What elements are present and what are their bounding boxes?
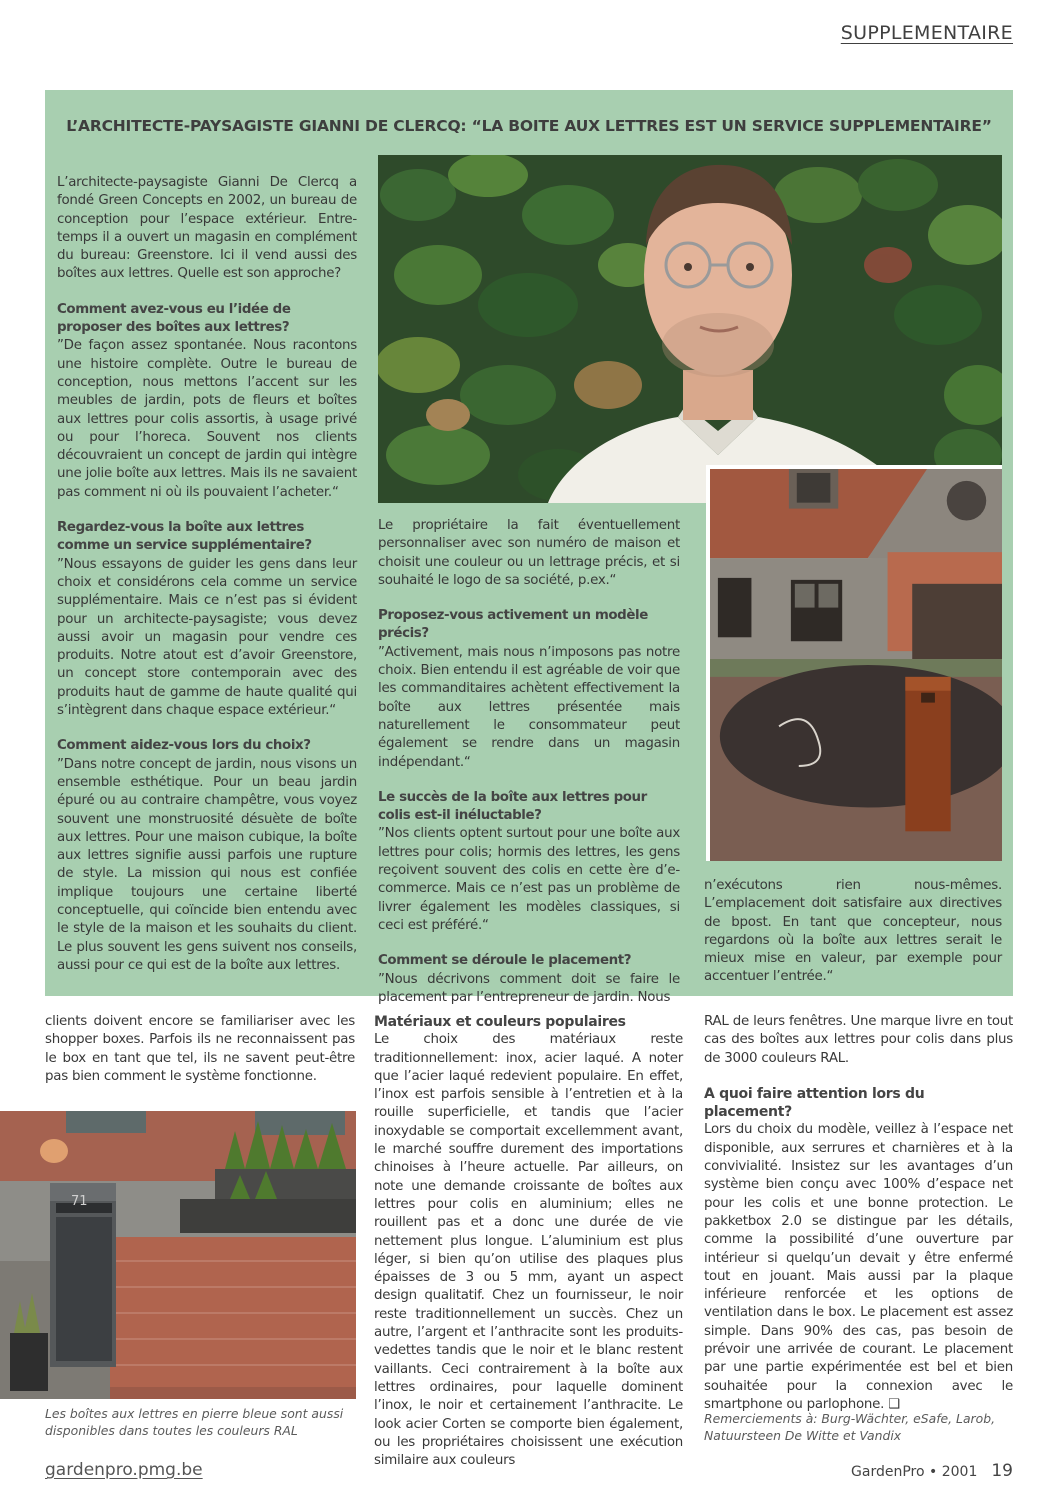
page-number: 19 [991,1461,1013,1481]
question-6: Comment se déroule le placement? [378,953,632,969]
issue-label: GardenPro • 2001 [851,1464,978,1480]
column-2 [378,517,680,1007]
question-3: Comment aidez-vous lors du choix? [57,738,311,754]
column-4 [45,1013,355,1086]
section-label: SUPPLEMENTAIRE [840,22,1013,44]
column-3 [704,877,1002,987]
paragraph: RAL de leurs fenêtres. Une marque livre en tout cas des boîtes aux lettres pour colis dans plus de 3000 couleurs RAL. [704,1014,1013,1066]
mailbox-number: 71 [71,1194,88,1209]
house-mailbox-photo [706,465,1002,861]
credits: Remerciements à: Burg-Wächter, eSafe, Larob, Natuursteen De Witte et Vandix [704,1411,996,1443]
question-1: Comment avez-vous eu l’idée de proposer des boîtes aux lettres? [57,301,291,336]
question-2: Regardez-vous la boîte aux lettres comme un service supplémentaire? [57,520,312,554]
column-1 [57,174,357,975]
stone-mailbox-photo [0,1111,356,1399]
paragraph: n’exécutons rien nous-mêmes. L’emplacement doit satisfaire aux directives de bpost. En tant que concepteur, nous regardons où la boîte aux lettres serait le mieux mise en valeur, par exemple pour accentuer l’entrée.“ [704,878,1002,985]
portrait-photo [378,155,1002,503]
subheading-materials: Matériaux et couleurs populaires [374,1014,626,1030]
answer-2: ”Nous essayons de guider les gens dans leur choix et considérons cela comme un service supplémentaire. Mais ce n’est pas si évident pour un architecte-paysagiste; vous devez aussi avoir un magasin pour vendre ces produits. Notre atout est d’avoir Greenstore, un concept store contemporain avec des produits haut de gamme de haute qualité qui s’intègrent dans chaque espace extérieur.“ [57,556,357,719]
answer-5: ”Nos clients optent surtout pour une boîte aux lettres pour colis; hormis des lettres, les gens reçoivent souvent des colis en cette ère d’e-commerce. Mais ce n’est pas un problème de livrer également les modèles classiques, si ceci est préféré.“ [378,826,680,933]
paragraph: Lors du choix du modèle, veillez à l’espace net disponible, aux serrures et charnières et à la convivialité. Insistez sur les avantages d’un système bien conçu avec 100% d’espace net pour les colis et une bonne protection. Le pakketbox 2.0 se distingue par les détails, comme la possibilité d’une ouverture par intérieur si quelqu’un devait y être enfermé tout en jouant. Mais aussi par la plaque inférieure renforcée et les options de ventilation dans le box. Le placement est assez simple. Dans 90% des cas, pas besoin de prévoir une arrivée de courant. Le placement par une partie expérimentée est bel et bien souhaitée pour la connexion avec le smartphone ou parlophone. ❑ [704,1122,1013,1412]
question-5: Le succès de la boîte aux lettres pour colis est-il inéluctable? [378,789,647,824]
answer-4: ”Activement, mais nous n’imposons pas notre choix. Bien entendu il est agréable de voir que les commanditaires achètent effectivement la boîte aux lettres présentée mais naturellement le consommateur peut également se rendre dans un magasin indépendant.“ [378,644,680,770]
answer-6: ”Nous décrivons comment doit se faire le placement par l’entrepreneur de jardin. Nous [378,971,680,1005]
website-link[interactable]: gardenpro.pmg.be [45,1460,203,1480]
page-title: L’ARCHITECTE-PAYSAGISTE GIANNI DE CLERCQ: “LA BOITE AUX LETTRES EST UN SERVICE SUPPLEMENTAIRE” [66,117,992,135]
photo-caption: Les boîtes aux lettres en pierre bleue sont aussi disponibles dans toutes les couleurs RAL [45,1406,344,1438]
intro-paragraph: L’architecte-paysagiste Gianni De Clercq a fondé Green Concepts en 2002, un bureau de conception pour l’espace extérieur. Entre-temps il a ouvert un magasin en complément du bureau: Greenstore. Ici il vend aussi des boîtes aux lettres. Quelle est son approche? [57,175,357,282]
paragraph: Le choix des matériaux reste traditionnellement: inox, acier laqué. A noter que l’acier laqué redevient populaire. En effet, l’inox est parfois sensible à l’entretien et à la rouille superficielle, et tandis que l’acier inoxydable se comportait excellemment avant, le marché souffre durement des importations chinoises à l’heure actuelle. Par ailleurs, on note une demande croissante de boîtes aux lettres pour colis en aluminium; elles ne rouillent pas et a donc une durée de vie nettement plus longue. L’aluminium est plus léger, si bien qu’on utilise des plaques plus épaisses de 3 ou 5 mm, ayant un aspect design qualitatif. Chez un fournisseur, le noir reste traditionnellement un succès. Chez un autre, l’argent et l’anthracite sont les produits-vedettes tandis que le noir et le blanc restent vaillants. Ceci contrairement à la boîte aux lettres ordinaires, pour laquelle dominent l’inox, le noir et certainement l’anthracite. Le look acier Corten se comporte bien également, ou les propriétaires choisissent une exécution similaire aux couleurs [374,1032,683,1469]
question-4: Proposez-vous activement un modèle précis? [378,608,648,642]
subheading-placement: A quoi faire attention lors du placement? [704,1085,925,1121]
answer-3: ”Dans notre concept de jardin, nous visons un ensemble esthétique. Pour un beau jardin épuré ou au contraire champêtre, vous voyez souvent une monstruosité désuète de boîte aux lettres. Pour une maison cubique, la boîte aux lettres signifie aussi parfois une rupture de style. La mission qui nous est confiée implique toujours une certaine liberté conceptuelle, qui coïncide bien entendu avec le style de la maison et les souhaits du client. Le plus souvent les gens suivent nos conseils, aussi pour ce qui est de la boîte aux lettres. [57,756,357,973]
footer-issue [851,1461,1013,1481]
paragraph: clients doivent encore se familiariser avec les shopper boxes. Parfois ils ne reconnaissent pas le box en tant que tel, ils ne savent peut-être pas bien comment le système fonctionne. [45,1014,355,1084]
answer-1: ”De façon assez spontanée. Nous racontons une histoire complète. Outre le bureau de conception, nous mettons l’accent sur les meubles de jardin, pots de fleurs et boîtes aux lettres pour colis assortis, à usage privé ou pour l’horeca. Souvent nos clients découvraient un concept de jardin qui intègre une jolie boîte aux lettres. Mais ils ne savaient pas comment ni où ils pouvaient l’acheter.“ [57,338,357,500]
column-6 [704,1013,1013,1414]
paragraph: Le propriétaire la fait éventuellement personnaliser avec son numéro de maison et choisit une couleur ou un lettrage précis, et si souhaité le logo de sa société, p.ex.“ [378,518,680,588]
column-5 [374,1013,683,1470]
